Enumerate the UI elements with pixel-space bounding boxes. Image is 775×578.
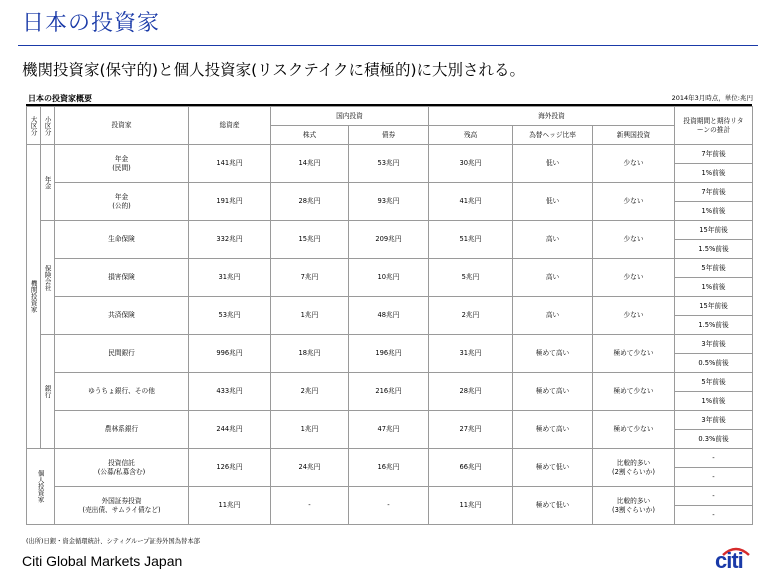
hedge-ratio: 低い [513,183,593,221]
hedge-ratio: 高い [513,297,593,335]
header-stocks: 株式 [271,126,349,145]
investment-period: 7年前後 [675,145,753,164]
header-period-return: 投資期間と期待リターンの推計 [675,107,753,145]
investment-period: 7年前後 [675,183,753,202]
expected-return: 0.5%前後 [675,354,753,373]
header-investor: 投資家 [55,107,189,145]
overseas-balance: 41兆円 [429,183,513,221]
overseas-balance: 28兆円 [429,373,513,411]
emerging-investment: 少ない [593,183,675,221]
header-emerging: 新興国投資 [593,126,675,145]
group-individual-label: 個人投資家 [36,470,45,503]
overseas-balance: 66兆円 [429,449,513,487]
investment-period: 15年前後 [675,221,753,240]
table-row [27,145,753,164]
header-balance: 残高 [429,126,513,145]
group-individual [27,449,55,525]
table-row [27,259,753,278]
emerging-investment: 極めて少ない [593,335,675,373]
overseas-balance: 2兆円 [429,297,513,335]
domestic-bonds: 10兆円 [349,259,429,297]
header-hedge-ratio: 為替ヘッジ比率 [513,126,593,145]
investor-table [26,106,753,525]
hedge-ratio: 極めて低い [513,487,593,525]
header-total-assets: 総資産 [189,107,271,145]
investment-period: 5年前後 [675,373,753,392]
header-overseas: 海外投資 [429,107,675,126]
page-subtitle: 機関投資家(保守的)と個人投資家(リスクテイクに積極的)に大別される。 [22,61,525,79]
hedge-ratio: 極めて高い [513,373,593,411]
domestic-bonds: 16兆円 [349,449,429,487]
investor-name: 損害保険 [55,259,189,297]
domestic-bonds: 216兆円 [349,373,429,411]
investor-name: 投資信託 (公募/私募含む) [55,449,189,487]
table-row [27,183,753,202]
domestic-stocks: 1兆円 [271,411,349,449]
expected-return: - [675,506,753,525]
overseas-balance: 11兆円 [429,487,513,525]
table-row [27,373,753,392]
total-assets: 244兆円 [189,411,271,449]
table-row [27,297,753,316]
total-assets: 996兆円 [189,335,271,373]
header-minor-category: 小区分 [41,107,55,145]
total-assets: 126兆円 [189,449,271,487]
overseas-balance: 31兆円 [429,335,513,373]
domestic-stocks: - [271,487,349,525]
domestic-stocks: 1兆円 [271,297,349,335]
page-title: 日本の投資家 [22,11,161,36]
domestic-stocks: 24兆円 [271,449,349,487]
expected-return: 0.3%前後 [675,430,753,449]
expected-return: 1.5%前後 [675,316,753,335]
investor-name: ゆうちょ銀行、その他 [55,373,189,411]
emerging-investment: 少ない [593,145,675,183]
group-institutional-label: 機関投資家 [29,280,38,313]
domestic-stocks: 28兆円 [271,183,349,221]
expected-return: 1%前後 [675,164,753,183]
emerging-investment: 比較的多い (3割ぐらいか) [593,487,675,525]
footer-company: Citi Global Markets Japan [22,553,183,569]
hedge-ratio: 低い [513,145,593,183]
investment-period: 3年前後 [675,335,753,354]
expected-return: 1%前後 [675,392,753,411]
overseas-balance: 30兆円 [429,145,513,183]
table-row [27,335,753,354]
hedge-ratio: 極めて高い [513,335,593,373]
total-assets: 31兆円 [189,259,271,297]
emerging-investment: 少ない [593,221,675,259]
hedge-ratio: 高い [513,259,593,297]
table-note: 2014年3月時点，単位:兆円 [671,94,753,102]
overseas-balance: 5兆円 [429,259,513,297]
emerging-investment: 比較的多い (2割ぐらいか) [593,449,675,487]
domestic-bonds: 93兆円 [349,183,429,221]
group-institutional [27,145,41,449]
group-bank [41,335,55,449]
domestic-stocks: 18兆円 [271,335,349,373]
expected-return: 1%前後 [675,278,753,297]
emerging-investment: 少ない [593,259,675,297]
investment-period: - [675,449,753,468]
hedge-ratio: 極めて低い [513,449,593,487]
investor-name: 共済保険 [55,297,189,335]
investor-name: 年金 (民間) [55,145,189,183]
group-insurance [41,221,55,335]
total-assets: 53兆円 [189,297,271,335]
title-divider [18,45,758,46]
overseas-balance: 27兆円 [429,411,513,449]
hedge-ratio: 高い [513,221,593,259]
emerging-investment: 極めて少ない [593,411,675,449]
domestic-bonds: 209兆円 [349,221,429,259]
overseas-balance: 51兆円 [429,221,513,259]
header-major-category: 大区分 [27,107,41,145]
investment-period: 15年前後 [675,297,753,316]
investment-period: - [675,487,753,506]
domestic-stocks: 2兆円 [271,373,349,411]
table-row [27,449,753,468]
group-bank-label: 銀行 [43,385,52,398]
table-row [27,411,753,430]
investment-period: 3年前後 [675,411,753,430]
investor-name: 年金 (公的) [55,183,189,221]
emerging-investment: 少ない [593,297,675,335]
citi-logo: citi [715,546,755,574]
table-row [27,487,753,506]
investor-name: 民間銀行 [55,335,189,373]
total-assets: 11兆円 [189,487,271,525]
domestic-bonds: 48兆円 [349,297,429,335]
group-insurance-label: 保険会社 [43,264,52,291]
expected-return: 1.5%前後 [675,240,753,259]
investor-name: 生命保険 [55,221,189,259]
total-assets: 141兆円 [189,145,271,183]
expected-return: - [675,468,753,487]
group-pension-label: 年金 [43,176,52,189]
investor-name: 外国証券投資 (売出債、サムライ債など) [55,487,189,525]
table-title: 日本の投資家概要 [28,94,92,103]
domestic-bonds: - [349,487,429,525]
total-assets: 332兆円 [189,221,271,259]
header-bonds: 債券 [349,126,429,145]
expected-return: 1%前後 [675,202,753,221]
total-assets: 433兆円 [189,373,271,411]
group-pension [41,145,55,221]
domestic-stocks: 7兆円 [271,259,349,297]
emerging-investment: 極めて少ない [593,373,675,411]
domestic-bonds: 53兆円 [349,145,429,183]
domestic-stocks: 14兆円 [271,145,349,183]
domestic-stocks: 15兆円 [271,221,349,259]
table-row [27,221,753,240]
header-domestic: 国内投資 [271,107,429,126]
domestic-bonds: 47兆円 [349,411,429,449]
hedge-ratio: 極めて高い [513,411,593,449]
source-note: (出所)日銀・資金循環統計、シティグループ証券外国為替本部 [26,538,200,545]
total-assets: 191兆円 [189,183,271,221]
domestic-bonds: 196兆円 [349,335,429,373]
investor-name: 農林系銀行 [55,411,189,449]
investment-period: 5年前後 [675,259,753,278]
